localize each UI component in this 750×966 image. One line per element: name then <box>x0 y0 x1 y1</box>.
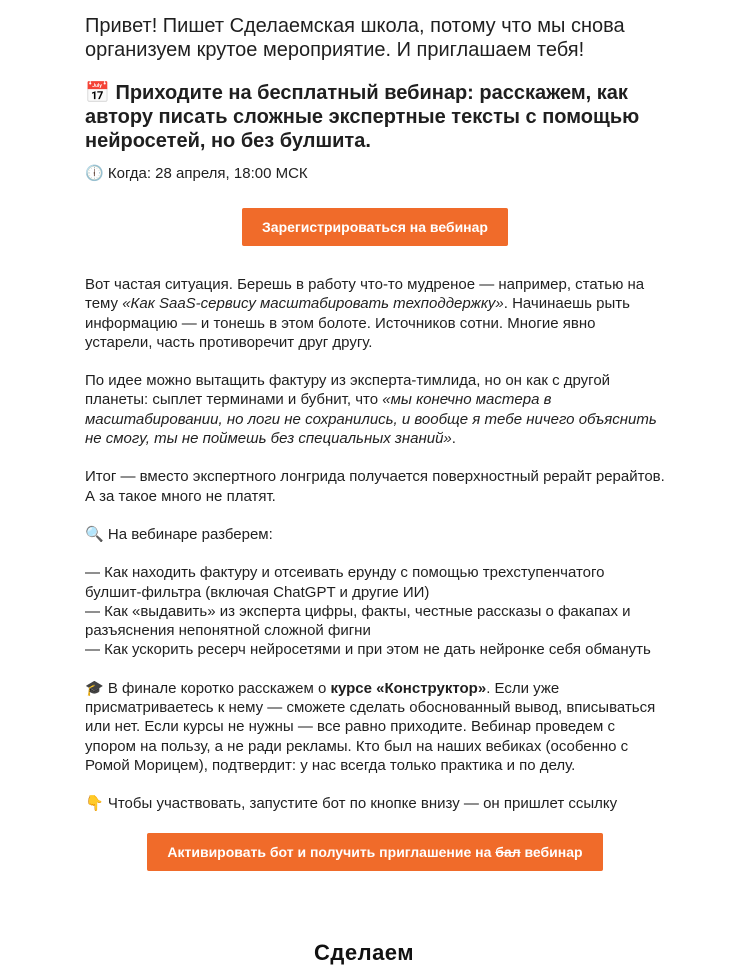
list-item: — Как «выдавить» из эксперта цифры, факты, честные рассказы о факапах и разъяснения непонятной сложной фигни <box>85 602 631 640</box>
register-button-wrap <box>85 208 665 246</box>
event-date <box>85 163 665 184</box>
bot-button-wrap <box>85 833 665 871</box>
agenda-list <box>85 563 665 659</box>
bot-button-label-part1: Активировать бот и получить приглашение на <box>167 843 496 860</box>
calendar-icon: 📅 <box>85 80 110 104</box>
paragraph-course <box>85 679 665 775</box>
paragraph-expert-part1: По идее можно вытащить фактуру из эксперта-тимлида, но он как с другой планеты: сыплет терминами и бубнит, что <box>85 372 611 409</box>
spacer <box>85 246 665 275</box>
bot-button-label-part2: вебинар <box>520 843 583 860</box>
paragraph-situation-quote: «Как SaaS-сервису масштабировать техподдержку» <box>122 295 504 313</box>
clock-icon: 🕕 <box>85 164 104 182</box>
activate-bot-button[interactable] <box>147 833 602 871</box>
paragraph-result: Итог — вместо экспертного лонгрида получается поверхностный рерайт рерайтов. А за такое много не платят. <box>85 468 665 505</box>
agenda-title-text: На вебинаре разберем: <box>107 525 273 543</box>
paragraph-situation-part2: . Начинаешь рыть информацию — и тонешь в этом болоте. Источников сотни. Многие явно устарели, часть противоречит друг другу. <box>85 295 630 351</box>
cta-text <box>85 794 665 813</box>
paragraph-situation-part1: Вот частая ситуация. Берешь в работу что-то мудреное — например, статью на тему <box>85 276 645 313</box>
graduation-cap-icon: 🎓 <box>85 678 104 697</box>
email-body <box>85 14 665 871</box>
headline-text: Приходите на бесплатный вебинар: расскажем, как автору писать сложные экспертные тексты с помощью нейросетей, но без булшита. <box>85 82 640 152</box>
brand-logo: Сделаем <box>314 940 415 965</box>
magnifier-icon: 🔍 <box>85 524 104 543</box>
paragraph-expert-quote: «мы конечно мастера в масштабировании, но логи не сохранились, и вообще я тебе ничего объяснить не смогу, ты не поймешь без специальных знаний» <box>85 391 657 448</box>
register-button[interactable]: Зарегистрироваться на вебинар <box>242 208 508 246</box>
bot-button-struck-word: бал <box>495 843 521 860</box>
pointing-down-icon: 👇 <box>85 794 104 813</box>
paragraph-course-part1: В финале коротко расскажем о <box>107 679 331 697</box>
cta-text-content: Чтобы участвовать, запустите бот по кнопке внизу — он пришлет ссылку <box>107 795 618 813</box>
paragraph-expert <box>85 371 665 448</box>
list-item: — Как находить фактуру и отсеивать ерунду с помощью трехступенчатого булшит-фильтра (включая ChatGPT и другие ИИ) <box>85 564 605 601</box>
paragraph-course-part2: . Если уже присматриваетесь к нему — сможете сделать обоснованный вывод, вписываться или нет. Если курсы не нужны — все равно приходите. Вебинар проведем с упором на пользу, а не ради рекламы. Кто был на наших вебиках (особенно с Ромой Морицем), подтвердит: у нас всегда только практика и по делу. <box>85 679 656 774</box>
list-item: — Как ускорить ресерч нейросетями и при этом не дать нейронке себя обмануть <box>85 641 651 659</box>
paragraph-situation <box>85 275 665 352</box>
paragraph-expert-part2: . <box>451 430 456 448</box>
intro-text: Привет! Пишет Сделаемская школа, потому что мы снова организуем крутое мероприятие. И приглашаем тебя! <box>85 15 625 61</box>
headline <box>85 80 665 153</box>
agenda-title <box>85 525 665 544</box>
course-name: курсе «Конструктор» <box>330 679 487 697</box>
event-date-text: Когда: 28 апреля, 18:00 МСК <box>107 165 308 182</box>
